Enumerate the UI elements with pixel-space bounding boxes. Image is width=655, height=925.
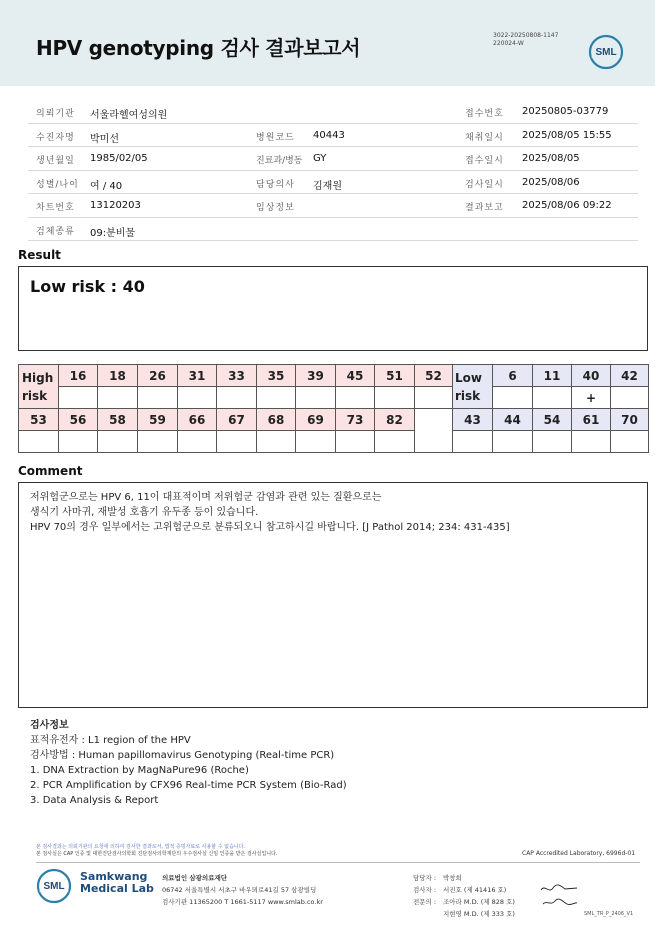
label-sex-age: 성별/나이 [36, 179, 79, 190]
high-risk-type: 33 [217, 365, 257, 387]
high-risk-type: 39 [296, 365, 336, 387]
brand-name-line-2: Medical Lab [80, 882, 154, 895]
result-cell [138, 431, 178, 453]
value-hospital-code: 40443 [313, 129, 345, 141]
label-doctor: 담당의사 [256, 179, 295, 190]
high-risk-type: 16 [59, 365, 98, 387]
value-sex-age: 여 / 40 [90, 180, 123, 192]
value-patient-name: 박미선 [90, 133, 119, 145]
footer-note: 본 검사실은 CAP 인증 및 대한진단검사의학회 진단검사의학재단의 우수검사실 신임 인증을 받은 검사실입니다. [36, 851, 278, 857]
result-cell [98, 431, 138, 453]
high-risk-type: 82 [375, 409, 415, 431]
result-cell [296, 431, 336, 453]
value-specimen-type: 09:분비물 [90, 227, 136, 239]
info-row [28, 124, 638, 148]
signatory-name: 지현영 M.D. (제 333 호) [443, 910, 515, 918]
result-box [18, 266, 648, 351]
result-cell [98, 387, 138, 409]
table-row [19, 431, 649, 453]
label-receipt-date: 접수일시 [465, 156, 504, 166]
comment-line: 저위험군으로는 HPV 6, 11이 대표적이며 저위험군 감염과 관련 있는 질환으로는 [30, 492, 382, 503]
signatory-role: 담당자 : [413, 874, 437, 882]
result-cell [493, 387, 533, 409]
hpv-genotype-table [18, 364, 649, 453]
label-test-date: 검사일시 [465, 179, 504, 190]
value-receipt-date: 2025/08/05 [522, 153, 580, 164]
label-specimen-type: 검체종류 [36, 226, 75, 237]
value-department: GY [313, 153, 327, 164]
high-risk-type: 58 [98, 409, 138, 431]
footer-note: 본 검사결과는 의뢰기관의 요청에 의하여 검사한 결과로서, 법적 증빙자료로 사용할 수 없습니다. [36, 844, 246, 850]
institution-name: 의료법인 삼광의료재단 [162, 874, 228, 882]
label-report-time: 결과보고 [465, 203, 504, 213]
document-number-line-1: 3022-20250808-1147 [493, 32, 559, 39]
high-risk-type: 59 [138, 409, 178, 431]
result-cell [533, 431, 572, 453]
low-risk-type: 6 [493, 365, 533, 387]
high-risk-type: 18 [98, 365, 138, 387]
method-step: 3. Data Analysis & Report [30, 795, 159, 806]
low-risk-label [453, 365, 493, 409]
empty-cell [415, 431, 453, 453]
low-risk-type: 11 [533, 365, 572, 387]
label-chart-no: 차트번호 [36, 203, 75, 213]
signatory-row [413, 884, 515, 896]
label-requesting-org: 의뢰기관 [36, 109, 75, 119]
high-risk-type: 31 [178, 365, 217, 387]
form-version: SML_TR_P_2406_V1 [584, 911, 634, 917]
info-row [28, 147, 638, 171]
label-patient-name: 수진자명 [36, 132, 75, 143]
result-cell [336, 387, 375, 409]
comment-line: 생식기 사마귀, 재발성 호흡기 유두종 등이 있습니다. [30, 507, 259, 518]
result-cell [217, 387, 257, 409]
samkwang-logo-icon [36, 868, 76, 904]
brand-name-line-1: Samkwang [80, 870, 148, 883]
signature-image [537, 880, 581, 908]
high-risk-label [19, 365, 59, 409]
result-cell-positive: + [572, 387, 611, 409]
low-risk-type: 40 [572, 365, 611, 387]
test-info [30, 718, 347, 808]
result-cell [375, 387, 415, 409]
signatory-name: 서진호 (제 41416 호) [443, 886, 507, 894]
result-cell [453, 431, 493, 453]
high-risk-type: 53 [19, 409, 59, 431]
low-risk-type: 54 [533, 409, 572, 431]
signatory-row [413, 896, 515, 908]
value-birth-date: 1985/02/05 [90, 153, 148, 164]
signatories [413, 872, 515, 920]
info-row [28, 218, 638, 242]
result-cell [533, 387, 572, 409]
value-requesting-org: 서울라헬여성의원 [90, 110, 168, 121]
high-risk-label-line-1: High [22, 370, 54, 385]
value-report-time: 2025/08/06 09:22 [522, 200, 612, 211]
low-risk-label-line-2: risk [455, 388, 481, 403]
high-risk-type: 45 [336, 365, 375, 387]
label-collection-time: 채취일시 [465, 132, 504, 143]
signatory-row [413, 908, 515, 920]
high-risk-type: 26 [138, 365, 178, 387]
high-risk-type: 68 [257, 409, 296, 431]
institution-info [162, 872, 323, 908]
footer-logo-text: SML [43, 881, 65, 892]
comment-section-title: Comment [18, 464, 83, 478]
label-birth-date: 생년월일 [36, 156, 75, 166]
high-risk-label-line-2: risk [22, 388, 48, 403]
result-cell [178, 431, 217, 453]
result-cell [415, 387, 453, 409]
value-test-date: 2025/08/06 [522, 176, 580, 188]
result-cell [572, 431, 611, 453]
result-cell [257, 387, 296, 409]
comment-box [18, 482, 648, 708]
document-number-line-2: 220024-W [493, 40, 524, 47]
comment-text [30, 490, 510, 535]
institution-contact: 검사기관 11365200 T 1661-5117 www.smlab.co.kr [162, 898, 323, 906]
table-row [19, 409, 649, 431]
table-row [19, 365, 649, 387]
footer-divider [36, 862, 640, 863]
signatory-row [413, 872, 515, 884]
result-text: Low risk : 40 [30, 277, 145, 296]
comment-line: HPV 70의 경우 일부에서는 고위험군으로 분류되오니 참고하시길 바랍니다. [J Pathol 2014; 234: 431-435] [30, 522, 510, 533]
label-hospital-code: 병원코드 [256, 132, 295, 143]
label-department: 진료과/병동 [256, 156, 303, 166]
test-method: 검사방법 : Human papillomavirus Genotyping (Real-time PCR) [30, 750, 335, 761]
high-risk-type: 69 [296, 409, 336, 431]
test-info-title: 검사정보 [30, 720, 69, 731]
signatory-role: 검사자 : [413, 886, 437, 894]
result-cell [296, 387, 336, 409]
low-risk-type: 70 [611, 409, 649, 431]
cap-accreditation: CAP Accredited Laboratory, 6996d-01 [522, 850, 636, 857]
sml-logo-icon [588, 34, 624, 70]
label-clinical-info: 임상정보 [256, 203, 295, 213]
value-doctor: 김재원 [313, 180, 342, 192]
value-collection-time: 2025/08/05 15:55 [522, 129, 612, 141]
result-cell [493, 431, 533, 453]
result-section-title: Result [18, 248, 61, 262]
signatory-name: 조아라 M.D. (제 828 호) [443, 898, 515, 906]
high-risk-type: 56 [59, 409, 98, 431]
patient-info [28, 100, 638, 241]
method-step: 2. PCR Amplification by CFX96 Real-time PCR System (Bio-Rad) [30, 780, 347, 791]
result-cell [178, 387, 217, 409]
target-gene: 표적유전자 : L1 region of the HPV [30, 735, 191, 746]
info-row [28, 194, 638, 218]
high-risk-type: 66 [178, 409, 217, 431]
result-cell [59, 387, 98, 409]
high-risk-type: 51 [375, 365, 415, 387]
signatory-role [413, 908, 443, 920]
result-cell [19, 431, 59, 453]
report-title: HPV genotyping 검사 결과보고서 [36, 36, 361, 60]
table-row [19, 387, 649, 409]
logo-text: SML [595, 47, 617, 58]
high-risk-type: 73 [336, 409, 375, 431]
low-risk-type: 43 [453, 409, 493, 431]
brand-name [80, 871, 154, 895]
empty-cell [415, 409, 453, 431]
document-number [493, 32, 558, 48]
result-cell [59, 431, 98, 453]
label-receipt-no: 접수번호 [465, 109, 504, 119]
high-risk-type: 35 [257, 365, 296, 387]
high-risk-type: 67 [217, 409, 257, 431]
method-step: 1. DNA Extraction by MagNaPure96 (Roche) [30, 765, 249, 776]
result-cell [611, 431, 649, 453]
result-cell [138, 387, 178, 409]
low-risk-label-line-1: Low [455, 370, 482, 385]
info-row [28, 100, 638, 124]
institution-address: 06742 서울특별시 서초구 바우뫼로41길 57 삼광빌딩 [162, 886, 317, 894]
info-row [28, 171, 638, 195]
result-cell [217, 431, 257, 453]
result-cell [257, 431, 296, 453]
signatory-role: 전문의 : [413, 898, 437, 906]
footer-notes [36, 844, 278, 858]
low-risk-type: 42 [611, 365, 649, 387]
report-header [0, 0, 655, 86]
low-risk-type: 61 [572, 409, 611, 431]
value-chart-no: 13120203 [90, 200, 141, 211]
value-receipt-no: 20250805-03779 [522, 106, 609, 117]
result-cell [611, 387, 649, 409]
result-cell [375, 431, 415, 453]
high-risk-type: 52 [415, 365, 453, 387]
result-cell [336, 431, 375, 453]
signatory-name: 박창희 [443, 874, 462, 882]
low-risk-type: 44 [493, 409, 533, 431]
